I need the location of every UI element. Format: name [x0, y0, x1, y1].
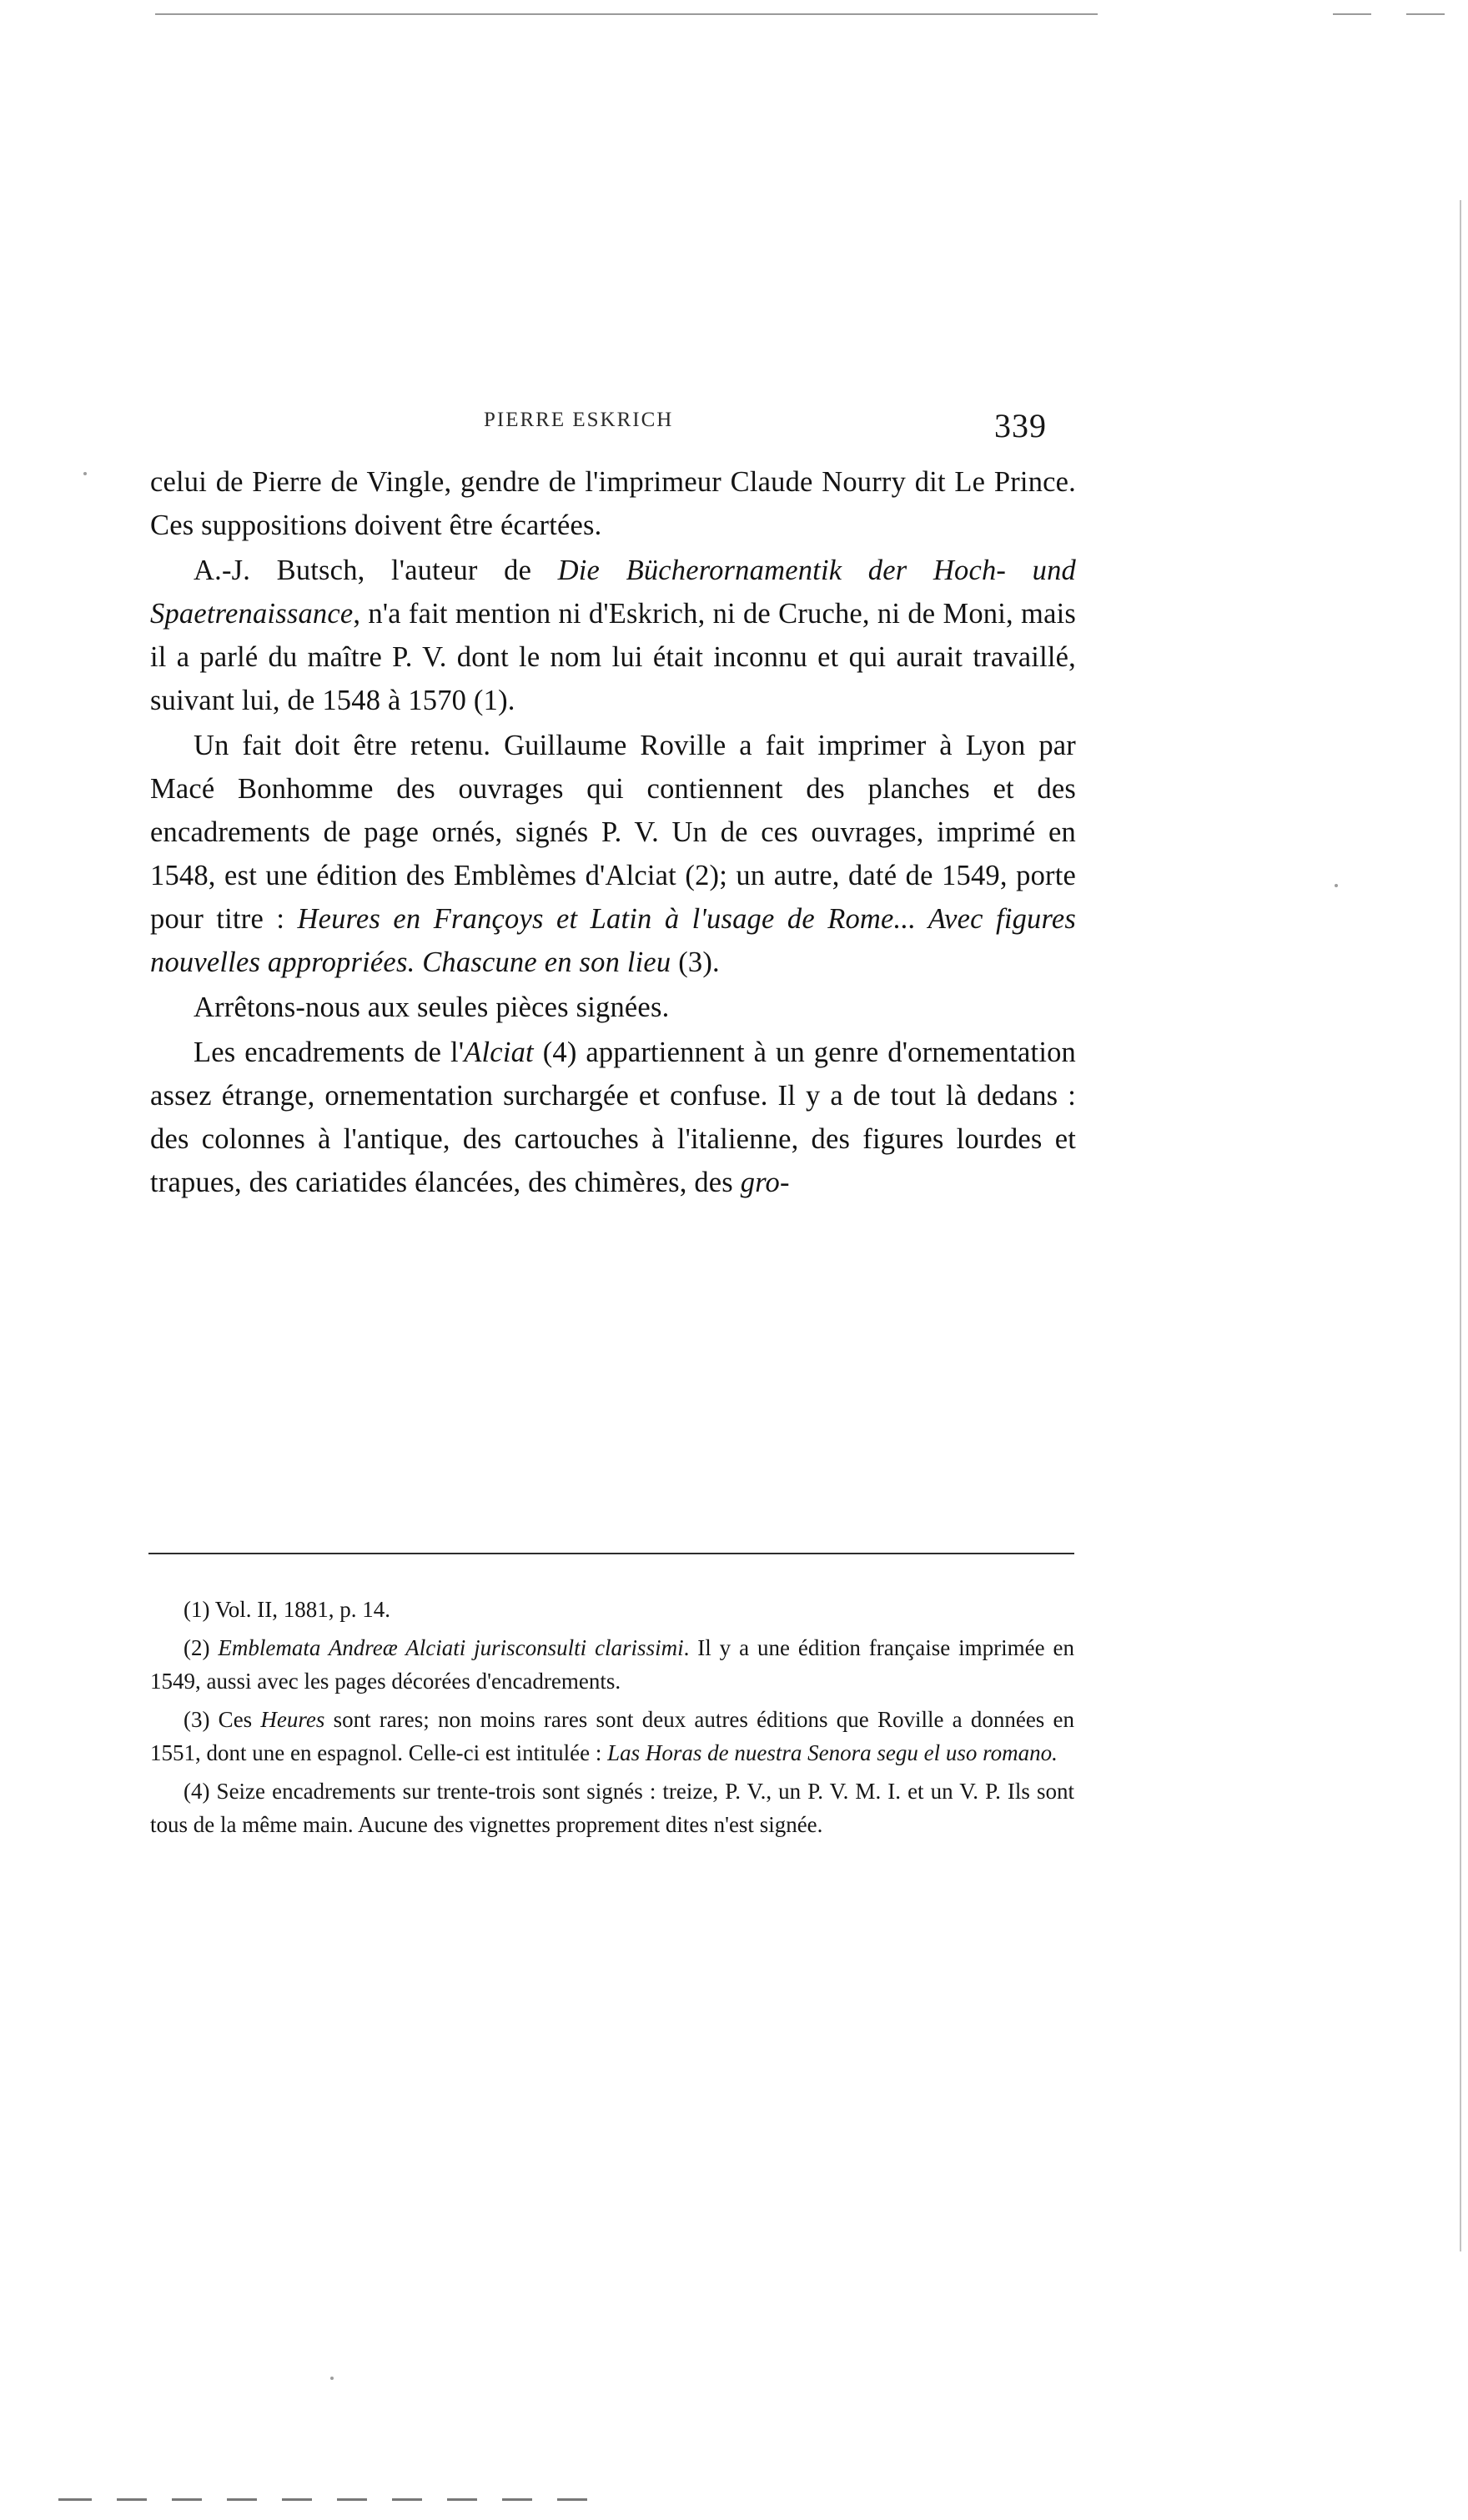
paragraph: Un fait doit être retenu. Guillaume Roville a fait imprimer à Lyon par Macé Bonhomme des ouvrages qui contiennent des planches et des encadrements de page ornés, signés P. V. Un de ces ouvrages, imprimé en 1548, est une édition des Emblèmes d'Alciat (2); un autre, daté de 1549, porte pour titre : Heures en Françoys et Latin à l'usage de Rome... Avec figures nouvelles appropriées. Chascune en son lieu (3).	[150, 730, 1076, 978]
footnote: (4) Seize encadrements sur trente-trois sont signés : treize, P. V., un P. V. M. I. et un V. P. Ils sont tous de la même main. Aucune des vignettes proprement dites n'est signée.	[150, 1779, 1074, 1837]
footnote-separator-rule	[148, 1553, 1074, 1554]
scan-edge-mark-bottom	[392, 2498, 422, 2501]
footnote: (2) Emblemata Andreæ Alciati jurisconsulti clarissimi. Il y a une édition française imprimée en 1549, aussi avec les pages décorées d'encadrements.	[150, 1635, 1074, 1694]
scan-edge-mark-bottom	[282, 2498, 312, 2501]
scan-speck	[1335, 884, 1338, 887]
scan-edge-mark-bottom	[447, 2498, 477, 2501]
scan-speck	[83, 472, 87, 475]
footnote: (1) Vol. II, 1881, p. 14.	[184, 1597, 390, 1622]
scan-edge-mark-bottom	[227, 2498, 257, 2501]
scan-edge-mark-bottom	[172, 2498, 202, 2501]
scan-edge-mark-bottom	[502, 2498, 532, 2501]
paragraph: Les encadrements de l'Alciat (4) appartiennent à un genre d'ornementation assez étrange, ornementation surchargée et confuse. Il y a de tout là dedans : des colonnes à l'antique, des cartouches à l'italienne, des figures lourdes et trapues, des cariatides élancées, des chimères, des gro-	[150, 1037, 1076, 1198]
scan-edge-mark-top-far-right	[1406, 13, 1445, 15]
scan-edge-mark-bottom	[58, 2498, 92, 2501]
scan-edge-mark-top-left	[155, 13, 1098, 15]
paragraph: A.-J. Butsch, l'auteur de Die Bücherornamentik der Hoch- und Spaetrenaissance, n'a fait mention ni d'Eskrich, ni de Cruche, ni de Moni, mais il a parlé du maître P. V. dont le nom lui était inconnu et qui aurait travaillé, suivant lui, de 1548 à 1570 (1).	[150, 555, 1076, 716]
body-text	[150, 460, 1076, 1206]
paragraph: Arrêtons-nous aux seules pièces signées.	[194, 991, 670, 1023]
paragraph: celui de Pierre de Vingle, gendre de l'imprimeur Claude Nourry dit Le Prince. Ces suppositions doivent être écartées.	[150, 466, 1076, 541]
scan-edge-mark-bottom	[557, 2498, 587, 2501]
scan-edge-rule-right	[1460, 200, 1461, 2251]
scan-edge-mark-bottom	[337, 2498, 367, 2501]
page-number: 339	[994, 407, 1047, 444]
scan-edge-mark-bottom	[117, 2498, 147, 2501]
scan-edge-mark-top-right	[1333, 13, 1371, 15]
footnote: (3) Ces Heures sont rares; non moins rares sont deux autres éditions que Roville a données en 1551, dont une en espagnol. Celle-ci est intitulée : Las Horas de nuestra Senora segu el uso romano.	[150, 1707, 1074, 1765]
running-head: PIERRE ESKRICH	[484, 409, 674, 431]
scan-speck	[330, 2377, 334, 2380]
footnotes	[150, 1593, 1074, 1846]
